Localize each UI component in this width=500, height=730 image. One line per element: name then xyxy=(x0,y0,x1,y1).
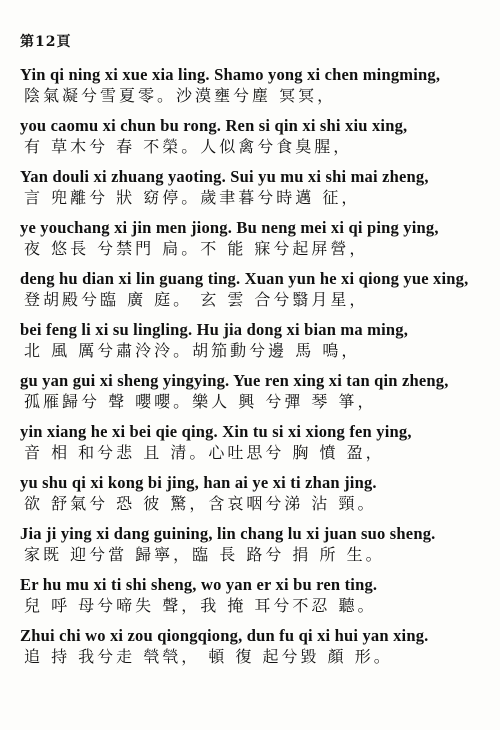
verse-line xyxy=(20,219,490,270)
pinyin-text: Jia ji ying xi dang guining, lin chang lu xi juan suo sheng. xyxy=(20,524,436,543)
chinese-text: 言 兜離兮 狀 窈停。歲聿暮兮時邁 征， xyxy=(24,188,361,207)
pinyin-text: yu shu qi xi kong bi jing, han ai ye xi ti zhan jing. xyxy=(20,473,377,492)
verse-line xyxy=(20,423,490,474)
pinyin-text: bei feng li xi su lingling. Hu jia dong xi bian ma ming, xyxy=(20,320,409,339)
pinyin-text: gu yan gui xi sheng yingying. Yue ren xing xi tan qin zheng, xyxy=(20,371,449,390)
chinese-text: 家既 迎兮當 歸寧，臨 長 路兮 捐 所 生。 xyxy=(24,545,385,564)
pinyin-text: yin xiang he xi bei qie qing. Xin tu si xi xiong fen ying, xyxy=(20,422,412,441)
verse-line xyxy=(20,168,490,219)
pinyin-text: you caomu xi chun bu rong. Ren si qin xi shi xiu xing, xyxy=(20,116,408,135)
chinese-text: 孤雁歸兮 聲 嚶嚶。樂人 興 兮彈 琴 箏， xyxy=(24,392,377,411)
verse-line xyxy=(20,627,490,678)
verse-line xyxy=(20,321,490,372)
chinese-text: 夜 悠長 兮禁門 扃。不 能 寐兮起屏營， xyxy=(24,239,369,258)
verse-list xyxy=(20,66,490,678)
verse-line xyxy=(20,576,490,627)
pinyin-text: Yin qi ning xi xue xia ling. Shamo yong xi chen mingming, xyxy=(20,65,441,84)
pinyin-text: Yan douli xi zhuang yaoting. Sui yu mu xi shi mai zheng, xyxy=(20,167,429,186)
pinyin-text: deng hu dian xi lin guang ting. Xuan yun he xi qiong yue xing, xyxy=(20,269,469,288)
chinese-text: 陰氣凝兮雪夏零。沙漠壅兮塵 冥冥， xyxy=(24,86,337,105)
chinese-text: 音 相 和兮悲 且 清。心吐思兮 胸 憤 盈， xyxy=(24,443,385,462)
page-number-header: 第12頁 xyxy=(20,34,72,50)
pinyin-text: ye youchang xi jin men jiong. Bu neng mei xi qi ping ying, xyxy=(20,218,439,237)
chinese-text: 北 風 厲兮肅泠泠。胡笳動兮邊 馬 鳴， xyxy=(24,341,361,360)
pinyin-text: Zhui chi wo xi zou qiongqiong, dun fu qi xi hui yan xing. xyxy=(20,626,429,645)
pinyin-text: Er hu mu xi ti shi sheng, wo yan er xi bu ren ting. xyxy=(20,575,378,594)
verse-line xyxy=(20,66,490,117)
verse-line xyxy=(20,525,490,576)
chinese-text: 登胡殿兮臨 廣 庭。 玄 雲 合兮翳月星， xyxy=(24,290,369,309)
verse-line xyxy=(20,270,490,321)
chinese-text: 有 草木兮 春 不榮。人似禽兮食臭腥， xyxy=(24,137,353,156)
chinese-text: 追 持 我兮走 煢煢， 頓 復 起兮毀 顏 形。 xyxy=(24,647,393,666)
verse-line xyxy=(20,117,490,168)
chinese-text: 欲 舒氣兮 恐 彼 驚，含哀咽兮涕 沾 頸。 xyxy=(24,494,377,513)
verse-line xyxy=(20,474,490,525)
chinese-text: 兒 呼 母兮啼失 聲，我 掩 耳兮不忍 聽。 xyxy=(24,596,377,615)
verse-line xyxy=(20,372,490,423)
